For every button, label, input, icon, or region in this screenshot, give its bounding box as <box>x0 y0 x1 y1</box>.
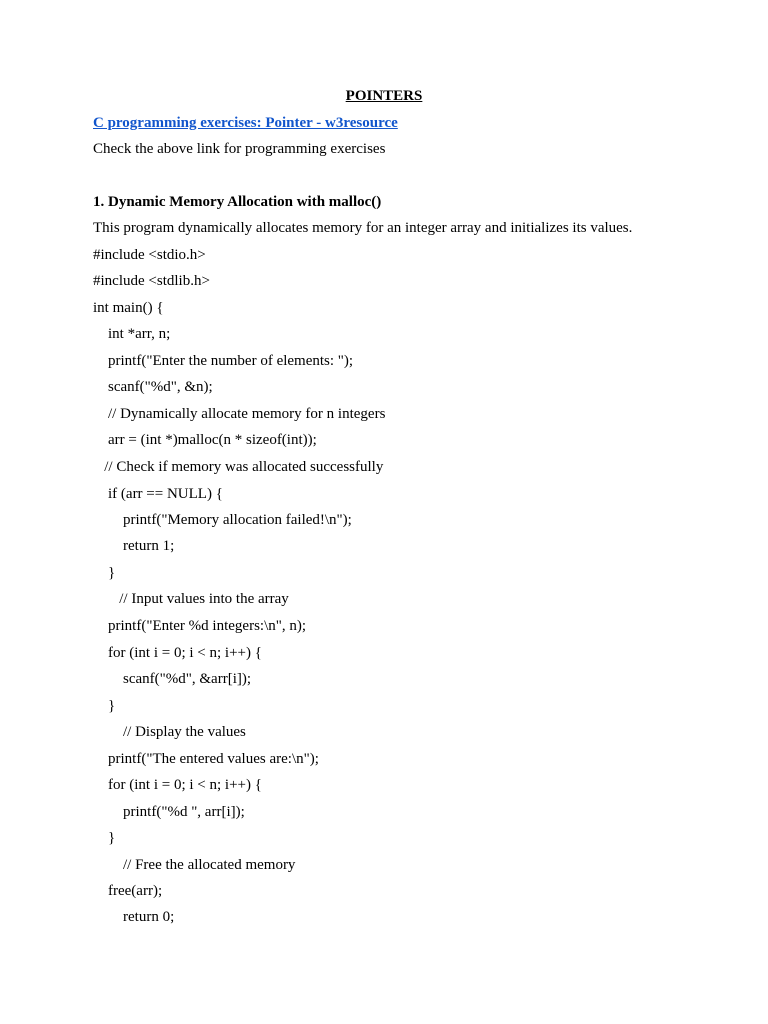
code-line: printf("Enter %d integers:\n", n); <box>93 618 307 634</box>
code-line: #include <stdlib.h> <box>93 273 210 289</box>
code-line: } <box>93 565 116 581</box>
code-line: if (arr == NULL) { <box>93 486 223 502</box>
code-line: printf("The entered values are:\n"); <box>93 751 319 767</box>
code-line: printf("%d ", arr[i]); <box>93 804 245 820</box>
exercises-link[interactable]: C programming exercises: Pointer - w3resource <box>93 115 398 131</box>
code-line: printf("Enter the number of elements: "); <box>93 353 354 369</box>
code-line: return 0; <box>93 909 175 925</box>
code-line: for (int i = 0; i < n; i++) { <box>93 777 262 793</box>
section-description: This program dynamically allocates memory for an integer array and initializes its values. <box>93 220 633 236</box>
section-heading: 1. Dynamic Memory Allocation with malloc() <box>93 194 382 210</box>
code-line: int *arr, n; <box>93 326 171 342</box>
code-line: scanf("%d", &arr[i]); <box>93 671 252 687</box>
code-line: // Free the allocated memory <box>93 857 296 873</box>
code-line: #include <stdio.h> <box>93 247 206 263</box>
code-line: printf("Memory allocation failed!\n"); <box>93 512 352 528</box>
page-title: POINTERS <box>345 88 423 104</box>
code-line: int main() { <box>93 300 164 316</box>
code-line: } <box>93 830 116 846</box>
code-line: // Dynamically allocate memory for n integers <box>93 406 386 422</box>
code-line: return 1; <box>93 538 175 554</box>
link-note: Check the above link for programming exercises <box>93 141 386 157</box>
code-line: scanf("%d", &n); <box>93 379 213 395</box>
code-line: for (int i = 0; i < n; i++) { <box>93 645 262 661</box>
code-line: // Input values into the array <box>93 591 289 607</box>
code-line: // Check if memory was allocated successfully <box>93 459 384 475</box>
code-line: // Display the values <box>93 724 246 740</box>
code-line: } <box>93 698 116 714</box>
code-line: free(arr); <box>93 883 163 899</box>
code-line: arr = (int *)malloc(n * sizeof(int)); <box>93 432 317 448</box>
